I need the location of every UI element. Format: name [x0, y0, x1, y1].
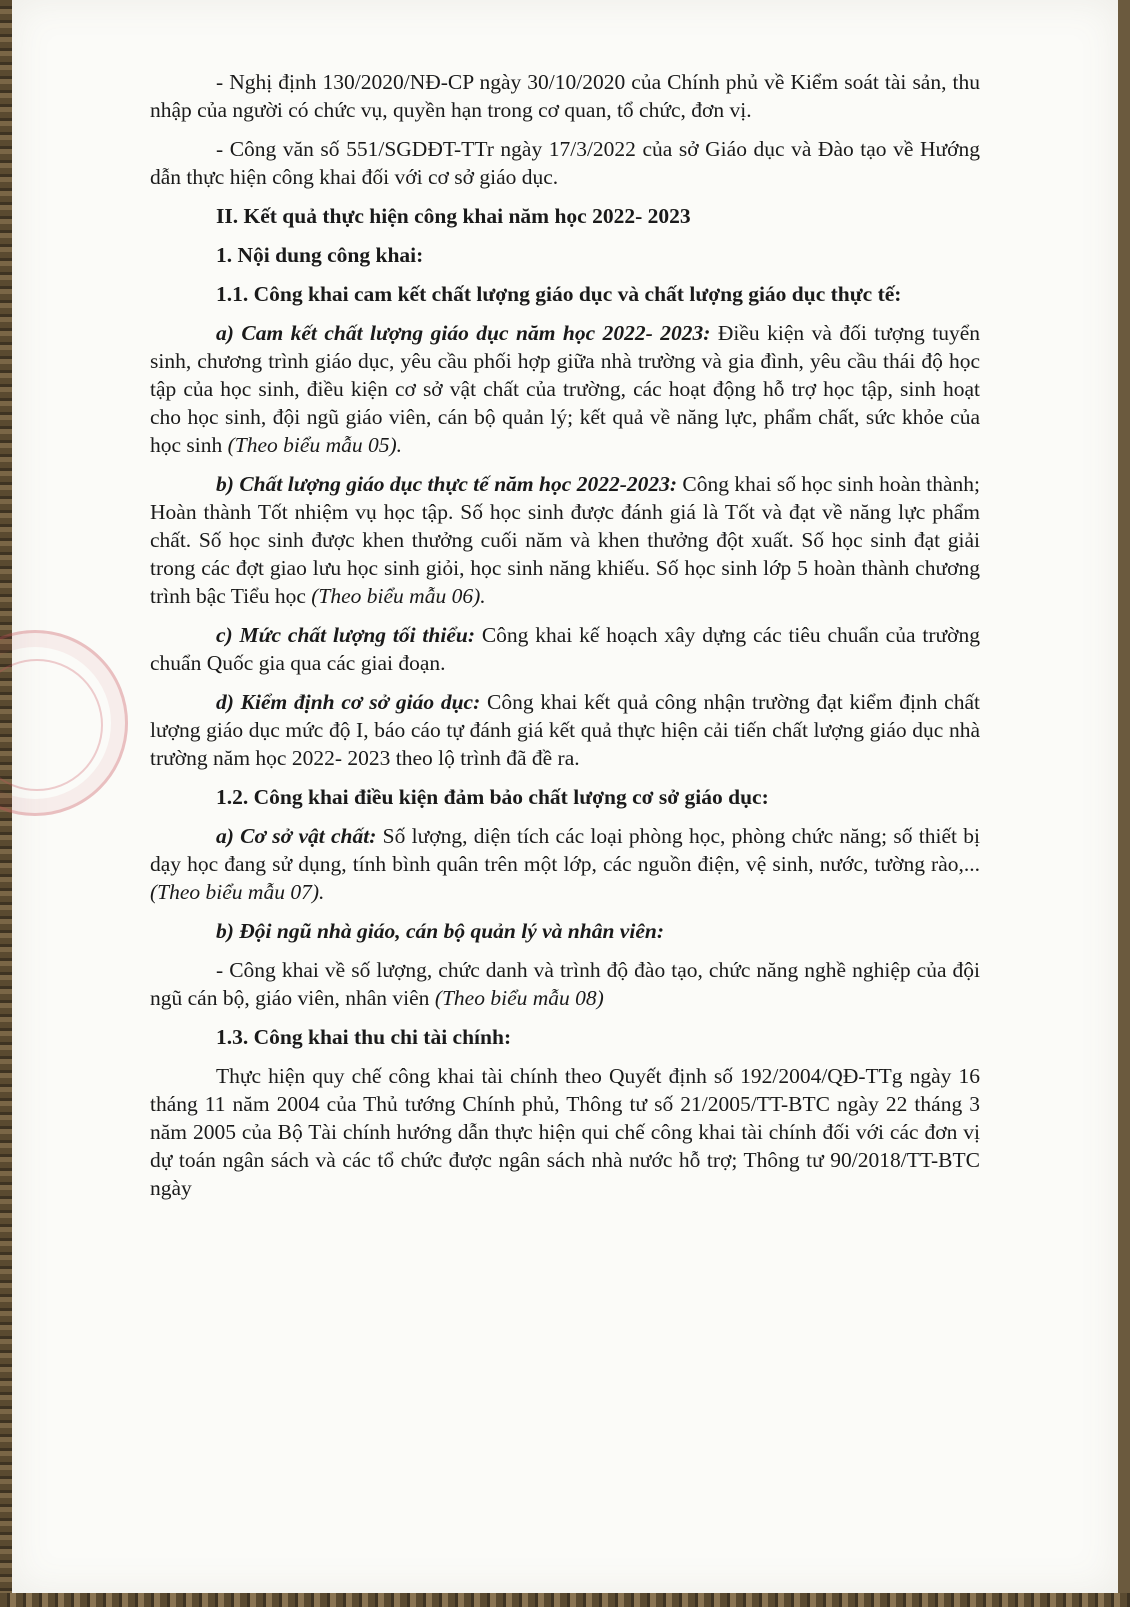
- background-bottom-edge: [0, 1593, 1130, 1607]
- paragraph-decree-130: - Nghị định 130/2020/NĐ-CP ngày 30/10/2020 của Chính phủ về Kiểm soát tài sản, thu nhập của người có chức vụ, quyền hạn trong cơ quan, tổ chức, đơn vị.: [150, 70, 980, 122]
- section-heading-1-1: 1.1. Công khai cam kết chất lượng giáo dục và chất lượng giáo dục thực tế:: [216, 282, 902, 306]
- item-text: Số lượng, diện tích các loại phòng học, phòng chức năng; số thiết bị dạy học đang sử dụng, tính bình quân trên một lớp, các nguồn điện, vệ sinh, nước, tường rào,...: [150, 824, 980, 876]
- section-heading-1-3: 1.3. Công khai thu chi tài chính:: [216, 1025, 512, 1049]
- form-reference: (Theo biểu mẫu 08): [434, 986, 604, 1010]
- paragraph-official-letter-551: - Công văn số 551/SGDĐT-TTr ngày 17/3/2022 của sở Giáo dục và Đào tạo về Hướng dẫn thực hiện công khai đối với cơ sở giáo dục.: [150, 137, 980, 189]
- item-label: c) Mức chất lượng tối thiểu:: [216, 623, 475, 647]
- item-label: a) Cam kết chất lượng giáo dục năm học 2022- 2023:: [216, 321, 711, 345]
- paragraph-staff-disclosure: [150, 956, 980, 1012]
- section-heading-1-2: 1.2. Công khai điều kiện đảm bảo chất lượng cơ sở giáo dục:: [216, 785, 769, 809]
- item-label: d) Kiểm định cơ sở giáo dục:: [216, 690, 481, 714]
- item-text: Công khai kế hoạch xây dựng các tiêu chuẩn của trường chuẩn Quốc gia qua các giai đoạn.: [150, 623, 980, 675]
- paragraph-minimum-quality: [150, 621, 980, 677]
- form-reference: (Theo biểu mẫu 05).: [227, 433, 403, 457]
- red-seal-stamp: [0, 630, 128, 816]
- paragraph-quality-commitment: [150, 319, 980, 459]
- item-text: Điều kiện và đối tượng tuyển sinh, chương trình giáo dục, yêu cầu phối hợp giữa nhà trường và gia đình, yêu cầu thái độ học tập của học sinh, điều kiện cơ sở vật chất của trường, các hoạt động hỗ trợ học tập, sinh hoạt cho học sinh, đội ngũ giáo viên, cán bộ quản lý; kết quả về năng lực, phẩm chất, sức khỏe của học sinh: [150, 321, 980, 457]
- item-text: Công khai kết quả công nhận trường đạt kiểm định chất lượng giáo dục mức độ I, báo cáo tự đánh giá kết quả thực hiện cải tiến chất lượng giáo dục nhà trường năm học 2022- 2023 theo lộ trình đã đề ra.: [150, 690, 980, 770]
- item-text: Công khai số học sinh hoàn thành; Hoàn thành Tốt nhiệm vụ học tập. Số học sinh được đánh giá là Tốt và đạt về năng lực phẩm chất. Số học sinh được khen thưởng cuối năm và khen thưởng đột xuất. Số học sinh đạt giải trong các đợt giao lưu học sinh giỏi, học sinh năng khiếu. Số học sinh lớp 5 hoàn thành chương trình bậc Tiểu học: [150, 472, 981, 608]
- item-text: - Công khai về số lượng, chức danh và trình độ đào tạo, chức năng nghề nghiệp của đội ngũ cán bộ, giáo viên, nhân viên: [150, 958, 980, 1010]
- paragraph-accreditation: [150, 688, 980, 772]
- paragraph-finance-regulation: Thực hiện quy chế công khai tài chính theo Quyết định số 192/2004/QĐ-TTg ngày 16 tháng 11 năm 2004 của Thủ tướng Chính phủ, Thông tư số 21/2005/TT-BTC ngày 22 tháng 3 năm 2005 của Bộ Tài chính hướng dẫn thực hiện qui chế công khai tài chính đối với các đơn vị dự toán ngân sách và các tổ chức được ngân sách nhà nước hỗ trợ; Thông tư 90/2018/TT-BTC ngày: [150, 1064, 980, 1200]
- subheading-staff: b) Đội ngũ nhà giáo, cán bộ quản lý và nhân viên:: [216, 919, 664, 943]
- section-heading-1: 1. Nội dung công khai:: [216, 243, 424, 267]
- form-reference: (Theo biểu mẫu 06).: [311, 584, 486, 608]
- document-body: [150, 68, 980, 1213]
- document-page: [12, 0, 1118, 1593]
- section-heading-ii: II. Kết quả thực hiện công khai năm học 2022- 2023: [216, 204, 691, 228]
- paragraph-facilities: [150, 822, 980, 906]
- seal-inner-ring: [0, 659, 103, 791]
- item-label: a) Cơ sở vật chất:: [216, 824, 377, 848]
- item-label: b) Chất lượng giáo dục thực tế năm học 2022-2023:: [216, 472, 678, 496]
- paragraph-actual-quality: [150, 470, 980, 610]
- form-reference: (Theo biểu mẫu 07).: [150, 880, 325, 904]
